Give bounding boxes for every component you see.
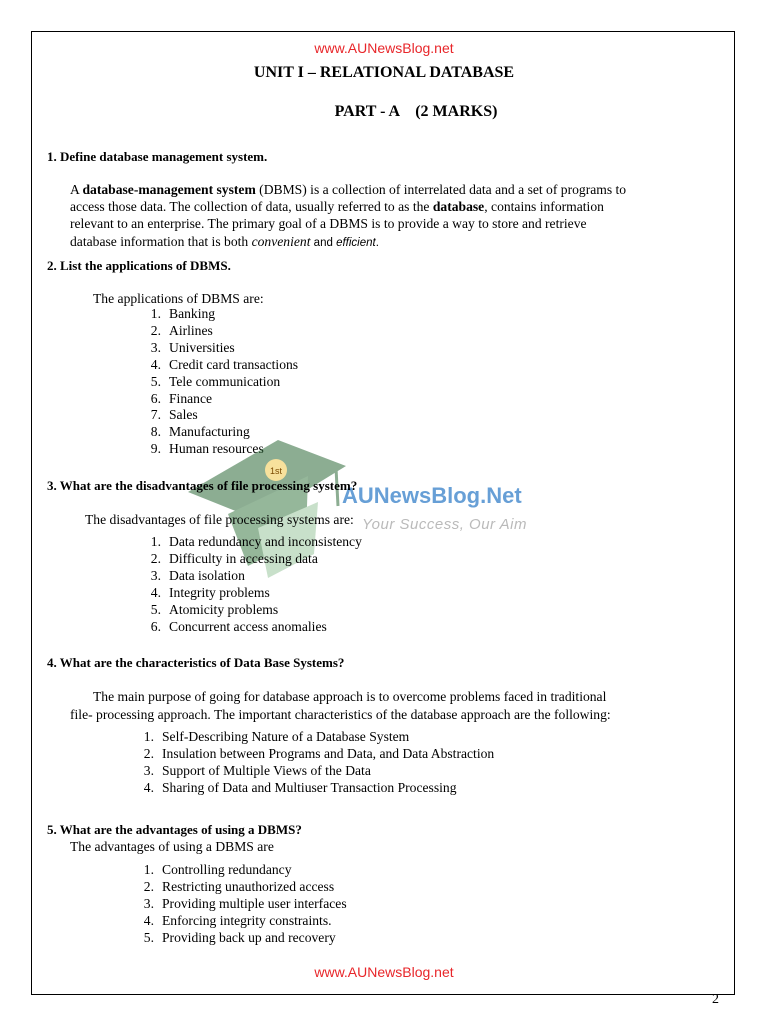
list-item-text: Controlling redundancy	[162, 862, 292, 877]
list-item-number: 3.	[143, 762, 154, 778]
list-item-text: Banking	[169, 306, 216, 321]
list-item-text: Universities	[169, 339, 235, 355]
list-item-text: Restricting unauthorized access	[162, 878, 335, 894]
list-item	[130, 729, 494, 746]
answer-3-intro: The disadvantages of file processing systems are:	[85, 512, 354, 527]
answer-1	[70, 181, 626, 252]
list-item-number: 2.	[150, 322, 161, 338]
watermark-title: AUNewsBlog.Net	[342, 483, 522, 508]
list-item	[130, 746, 494, 763]
list-item	[130, 763, 494, 780]
list-item-text: Providing back up and recovery	[162, 929, 336, 945]
list-item-number: 6.	[150, 618, 161, 634]
list-item	[130, 879, 347, 896]
list-item-text: Manufacturing	[169, 424, 250, 440]
list-item-number: 3.	[150, 567, 161, 583]
answer-1-line-1: A database-management system (DBMS) is a collection of interrelated data and a set of programs to	[70, 182, 627, 197]
list-item-text: Credit card transactions	[169, 356, 299, 372]
part-title: PART - A (2 MARKS)	[334, 103, 498, 120]
list-item-number: 5.	[143, 929, 154, 945]
list-item	[137, 568, 362, 585]
answer-4-line-2: file- processing approach. The important characteristics of the database approach are the following:	[70, 707, 611, 722]
question-4: 4. What are the characteristics of Data Base Systems?	[47, 655, 345, 670]
list-item	[130, 913, 347, 930]
list-item-number: 3.	[143, 895, 154, 911]
list-item	[130, 780, 494, 797]
list-item-text: Integrity problems	[169, 584, 270, 600]
question-1: 1. Define database management system.	[47, 149, 268, 164]
list-item	[130, 930, 347, 947]
list-item-number: 1.	[143, 729, 154, 744]
list-item-number: 4.	[143, 912, 154, 928]
list-item-number: 4.	[150, 584, 161, 600]
list-item-text: Sharing of Data and Multiuser Transaction Processing	[162, 779, 457, 795]
list-item	[137, 340, 298, 357]
list-item-number: 1.	[143, 862, 154, 877]
list-item-text: Data isolation	[169, 567, 245, 583]
answer-2-intro: The applications of DBMS are:	[93, 291, 264, 306]
list-item	[137, 407, 298, 424]
list-item-text: Human resources	[169, 441, 264, 457]
watermark-subtitle: Your Success, Our Aim	[362, 516, 527, 533]
list-3	[137, 534, 362, 635]
badge-text: 1st	[270, 466, 283, 476]
list-item-text: Concurrent access anomalies	[169, 618, 327, 634]
question-3: 3. What are the disadvantages of file processing system?	[47, 478, 358, 493]
list-item-number: 7.	[150, 407, 161, 423]
answer-1-line-4: database information that is both convenient and efficient.	[70, 233, 379, 249]
list-4	[130, 729, 494, 797]
list-item-text: Sales	[169, 407, 198, 423]
list-item	[137, 551, 362, 568]
list-item-text: Atomicity problems	[169, 601, 279, 617]
list-item	[137, 585, 362, 602]
list-item-text: Data redundancy and inconsistency	[169, 534, 362, 549]
list-item-text: Support of Multiple Views of the Data	[162, 762, 371, 778]
list-item	[137, 602, 362, 619]
answer-4-line-1: The main purpose of going for database approach is to overcome problems faced in traditional	[93, 689, 607, 704]
header-site-link[interactable]: www.AUNewsBlog.net	[314, 40, 454, 56]
list-item	[130, 896, 347, 913]
list-item-text: Tele communication	[169, 373, 281, 389]
question-2: 2. List the applications of DBMS.	[47, 258, 231, 273]
list-item-number: 1.	[150, 534, 161, 549]
unit-title: UNIT I – RELATIONAL DATABASE	[253, 64, 515, 81]
list-item-number: 2.	[143, 745, 154, 761]
list-item-text: Enforcing integrity constraints.	[162, 912, 332, 928]
list-item	[137, 306, 298, 323]
list-item	[137, 534, 362, 551]
list-item-text: Insulation between Programs and Data, and Data Abstraction	[162, 745, 495, 761]
answer-1-line-3: relevant to an enterprise. The primary goal of a DBMS is to provide a way to store and retrieve	[70, 216, 587, 232]
list-item-number: 6.	[150, 390, 161, 406]
list-item-number: 5.	[150, 601, 161, 617]
answer-1-line-2: access those data. The collection of data, usually referred to as the database, contains information	[70, 199, 604, 215]
list-item	[137, 374, 298, 391]
list-item-number: 5.	[150, 373, 161, 389]
list-item-number: 3.	[150, 339, 161, 355]
footer-site-link[interactable]: www.AUNewsBlog.net	[314, 964, 454, 980]
list-item-number: 1.	[150, 306, 161, 321]
list-item	[137, 323, 298, 340]
list-item	[137, 391, 298, 408]
question-5: 5. What are the advantages of using a DBMS?	[47, 822, 302, 837]
list-item	[137, 619, 362, 636]
list-item-number: 2.	[150, 550, 161, 566]
list-item-number: 4.	[143, 779, 154, 795]
list-item	[137, 357, 298, 374]
list-item-number: 8.	[150, 424, 161, 440]
page-number: 2	[712, 992, 719, 1007]
list-item-text: Finance	[169, 390, 213, 406]
list-item-number: 2.	[143, 878, 154, 894]
list-item-number: 4.	[150, 356, 161, 372]
list-item-text: Airlines	[169, 322, 213, 338]
list-item-text: Self-Describing Nature of a Database System	[162, 729, 410, 744]
list-item	[130, 862, 347, 879]
list-5	[130, 862, 347, 947]
list-item-number: 9.	[150, 441, 161, 457]
list-item-text: Difficulty in accessing data	[169, 550, 318, 566]
answer-5-intro: The advantages of using a DBMS are	[70, 839, 274, 854]
list-item-text: Providing multiple user interfaces	[162, 895, 347, 911]
